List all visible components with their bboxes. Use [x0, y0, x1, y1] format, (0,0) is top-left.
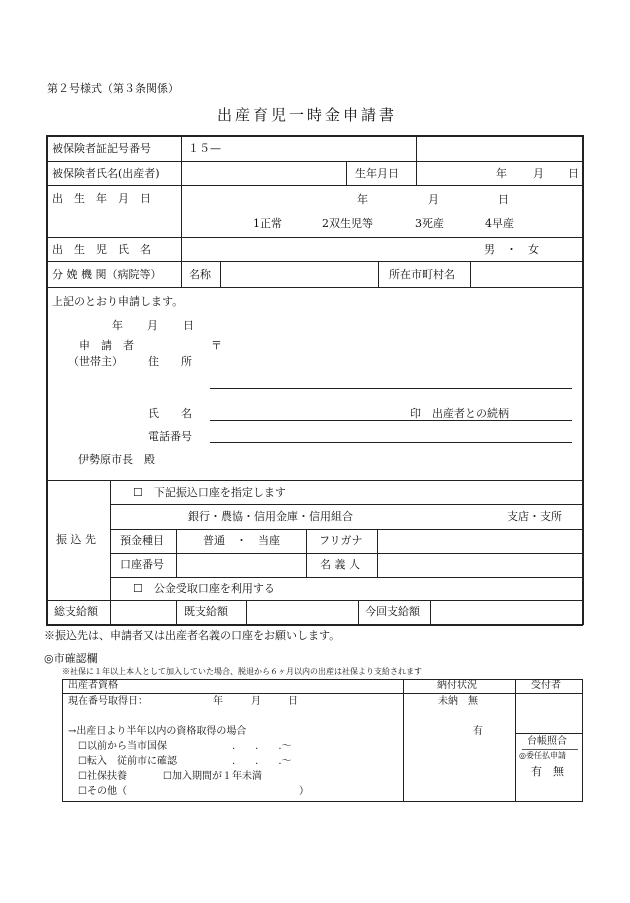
municipality-label: 所在市町村名 [389, 268, 455, 281]
option-dependent[interactable]: ☐社保扶養 [78, 771, 127, 782]
birth-day-unit: 日 [498, 193, 509, 206]
form-number: 第２号様式（第３条関係） [47, 82, 179, 95]
birth-date-label: 出 生 年 月 日 [52, 192, 151, 205]
householder-label: （世帯主） [68, 355, 123, 368]
name-line[interactable] [210, 420, 572, 421]
birthdate-year-unit: 年 [496, 167, 507, 180]
birthdate-day-unit: 日 [568, 167, 579, 180]
qualification-label: 出産者資格 [68, 680, 118, 691]
current-amount-label: 今回支給額 [365, 605, 420, 618]
half-year-label: →出産日より半年以内の資格取得の場合 [68, 726, 247, 737]
birth-month-unit: 月 [428, 193, 439, 206]
account-holder-label: 名 義 人 [320, 558, 360, 571]
seal-mark: 印 [410, 407, 421, 420]
current-acquisition-label: 現在番号取得日： [68, 696, 148, 707]
applicant-label: 申 請 者 [79, 339, 134, 352]
institution-name-label: 名称 [189, 268, 211, 281]
transfer-section-label: 振 込 先 [56, 533, 96, 546]
birth-type-twins[interactable]: 2双生児等 [322, 217, 373, 230]
birth-year-unit: 年 [357, 193, 368, 206]
address-line[interactable] [210, 388, 572, 389]
furigana-label: フリガナ [319, 534, 363, 547]
option-prior-resident[interactable]: ☐以前から当市国保 [78, 741, 167, 752]
option-short-enrollment[interactable]: ☐加入期間が１年未満 [163, 771, 262, 782]
transfer-account-option[interactable]: ☐ 下記振込口座を指定します [133, 486, 286, 499]
relation-label: 出産者との続柄 [432, 407, 509, 420]
gender-options[interactable]: 男 ・ 女 [484, 243, 539, 256]
child-name-label: 出 生 児 氏 名 [52, 243, 151, 256]
apply-month-unit: 月 [147, 319, 158, 332]
birth-type-stillbirth[interactable]: 3死産 [415, 217, 444, 230]
institution-label: 分 娩 機 関（病院等） [52, 268, 162, 281]
addressee: 伊勢原市長 殿 [78, 453, 155, 466]
delegation-label: ◎委任払申請 [519, 751, 566, 760]
ledger-label: 台帳照合 [527, 736, 567, 747]
total-amount-label: 総支給額 [54, 605, 98, 618]
postal-mark: 〒 [211, 339, 222, 352]
unpaid-status[interactable]: 未納 無 [438, 696, 478, 707]
insured-no-value[interactable]: １５— [188, 142, 221, 155]
apply-year-unit: 年 [112, 319, 123, 332]
ledger-yes-no[interactable]: 有 無 [531, 765, 564, 778]
public-account-option[interactable]: ☐ 公金受取口座を利用する [133, 582, 275, 595]
branch-types: 支店・支所 [507, 510, 562, 523]
acq-day-unit: 日 [288, 696, 298, 707]
payment-status-label: 納付状況 [437, 680, 477, 691]
other-close-paren: ） [299, 786, 309, 797]
bank-types: 銀行・農協・信用金庫・信用組合 [188, 510, 353, 523]
option-other[interactable]: ☐その他（ [78, 786, 127, 797]
birth-type-normal[interactable]: 1正常 [253, 217, 282, 230]
receiver-label: 受付者 [531, 680, 561, 691]
option-moved-in[interactable]: ☐転入 従前市に確認 [78, 756, 177, 767]
name-label: 氏 名 [148, 407, 192, 420]
phone-line[interactable] [210, 442, 572, 443]
apply-statement: 上記のとおり申請します。 [52, 295, 184, 308]
insured-name-label: 被保険者氏名(出産者) [52, 167, 160, 180]
transfer-note: ※振込先は、申請者又は出産者名義の口座をお願いします。 [44, 629, 341, 642]
insured-no-label: 被保険者証記号番号 [52, 142, 151, 155]
has-status[interactable]: 有 [473, 726, 483, 737]
account-no-label: 口座番号 [120, 558, 164, 571]
deposit-type-label: 預金種目 [120, 534, 164, 547]
acq-month-unit: 月 [251, 696, 261, 707]
birthdate-month-unit: 月 [533, 167, 544, 180]
page-title: 出産育児一時金申請書 [217, 106, 398, 124]
phone-label: 電話番号 [148, 430, 192, 443]
acq-year-unit: 年 [213, 696, 223, 707]
prior-resident-date: . . .〜 [232, 741, 292, 752]
moved-in-date: . . .〜 [232, 756, 292, 767]
apply-day-unit: 日 [183, 319, 194, 332]
deposit-type-options[interactable]: 普通 ・ 当座 [203, 534, 280, 547]
confirm-note: ※社保に１年以上本人として加入していた場合、脱退から６ヶ月以内の出産は社保より支給されます [62, 667, 422, 676]
birth-type-premature[interactable]: 4早産 [485, 217, 514, 230]
paid-amount-label: 既支給額 [184, 605, 228, 618]
confirm-heading: ◎市確認欄 [44, 652, 98, 665]
birthdate-label: 生年月日 [355, 167, 399, 180]
address-label: 住 所 [148, 355, 192, 368]
